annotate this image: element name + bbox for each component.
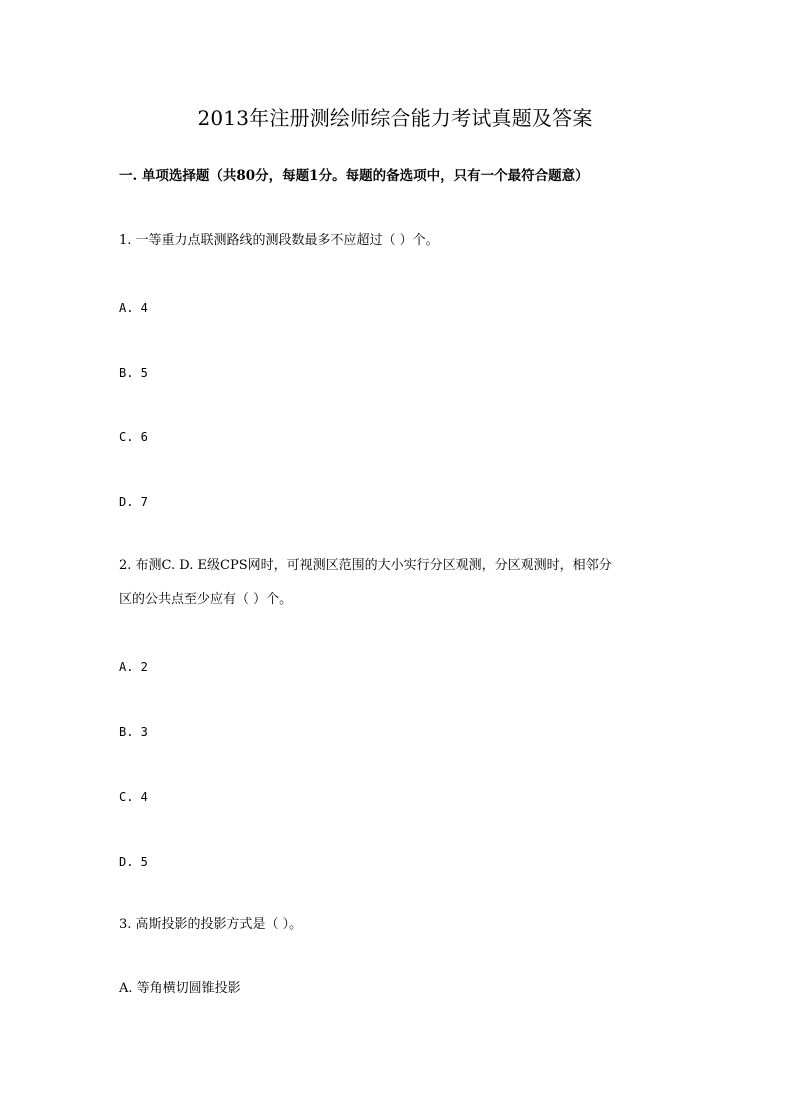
question-3-stem: 3. 高斯投影的投影方式是（ ）。 [119,917,303,932]
question-1-stem: 1. 一等重力点联测路线的测段数最多不应超过（ ）个。 [119,233,439,248]
question-2-option-a: A. 2 [119,660,148,674]
question-2-stem-line-1: 2. 布测C. D. E级CPS网时，可视测区范围的大小实行分区观测，分区观测时，相邻分 [119,558,612,573]
section-heading: 一. 单项选择题（共80分，每题1分。每题的备选项中，只有一个最符合题意） [119,168,589,184]
question-2-option-d: D. 5 [119,855,148,869]
question-2-option-c: C. 4 [119,790,148,804]
question-1-option-d: D. 7 [119,495,148,509]
document-title: 2013年注册测绘师综合能力考试真题及答案 [197,106,593,130]
question-2-option-b: B. 3 [119,725,148,739]
question-1-option-c: C. 6 [119,430,148,444]
question-2-stem-line-2: 区的公共点至少应有（ ）个。 [119,592,293,607]
question-1-option-a: A. 4 [119,301,148,315]
question-1-option-b: B. 5 [119,366,148,380]
question-3-option-a: A. 等角横切圆锥投影 [119,981,241,996]
